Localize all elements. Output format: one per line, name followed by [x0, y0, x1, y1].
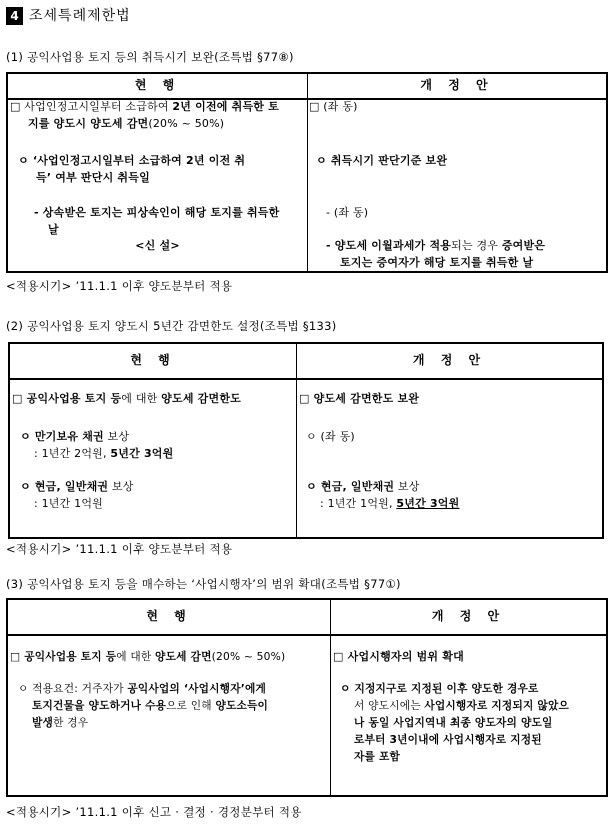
proposed-item-4: - 양도세 이월과세가 적용되는 경우 증여받은 토지는 증여자가 해당 토지를 취득한 날 [326, 239, 546, 269]
current-item-3: ㅇ 현금, 일반채권 보상 : 1년간 1억원 [20, 480, 134, 510]
current-item-2: ㅇ ‘사업인정고시일부터 소급하여 2년 이전 취 득’ 여부 판단시 취득일 [18, 154, 246, 184]
column-header-current: 현 행 [130, 353, 176, 367]
current-item-2: ㅇ 적용요건: 거주자가 공익사업의 ‘사업시행자’에게 토지건물을 양도하거나 수용으로 인해 양도소득이 발생한 경우 [18, 682, 269, 729]
column-divider [307, 74, 308, 271]
proposed-item-1: □ 사업시행자의 범위 확대 [333, 650, 464, 663]
column-header-current: 현 행 [146, 609, 192, 623]
current-item-3: - 상속받은 토지는 피상속인이 해당 토지를 취득한 날 [34, 206, 280, 236]
current-item-2: ㅇ 만기보유 채권 보상 : 1년간 2억원, 5년간 3억원 [20, 430, 174, 460]
section-1-effective-date: <적용시기> ’11.1.1 이후 양도분부터 적용 [6, 279, 233, 293]
column-header-proposed: 개 정 안 [420, 78, 494, 92]
proposed-item-3: ㅇ 현금, 일반채권 보상 : 1년간 1억원, 5년간 3억원 [306, 480, 460, 510]
section-1-table [6, 72, 608, 273]
proposed-item-2: ㅇ 취득시기 판단기준 보완 [316, 154, 448, 167]
table-header [10, 344, 602, 380]
current-item-4-new: <신 설> [135, 239, 180, 252]
section-3-table [6, 598, 608, 797]
table-header [8, 600, 606, 636]
column-divider [330, 600, 331, 795]
column-header-proposed: 개 정 안 [431, 609, 506, 623]
document-title: 조세특례제한법 [29, 8, 131, 24]
current-item-1: □ 공익사업용 토지 등에 대한 양도세 감면(20% ~ 50%) [10, 650, 286, 663]
section-2-effective-date: <적용시기> ’11.1.1 이후 양도분부터 적용 [6, 542, 233, 556]
section-2-heading: (2) 공익사업용 토지 양도시 5년간 감면한도 설정(조특법 §133) [6, 319, 337, 333]
column-divider [296, 344, 297, 537]
proposed-item-3: - (좌 동) [326, 206, 369, 219]
column-header-current: 현 행 [134, 78, 181, 92]
current-item-1: □ 사업인정고시일부터 소급하여 2년 이전에 취득한 토 지를 양도시 양도세 감면(20% ~ 50%) [10, 100, 279, 130]
section-2-table [8, 342, 604, 539]
column-header-proposed: 개 정 안 [412, 353, 487, 367]
section-number-badge: 4 [6, 7, 23, 25]
section-1-heading: (1) 공익사업용 토지 등의 취득시기 보완(조특법 §77⑧) [6, 50, 294, 64]
proposed-item-1: □ 양도세 감면한도 보완 [299, 392, 420, 405]
current-item-1: □ 공익사업용 토지 등에 대한 양도세 감면한도 [12, 392, 241, 405]
section-3-effective-date: <적용시기> ’11.1.1 이후 신고 · 결정 · 경정분부터 적용 [6, 805, 302, 819]
section-3-heading: (3) 공익사업용 토지 등을 매수하는 ‘사업시행자’의 범위 확대(조특법 §77①) [6, 577, 401, 591]
proposed-item-2: ㅇ (좌 동) [306, 430, 355, 443]
proposed-item-2: ㅇ 지정지구로 지정된 이후 양도한 경우로 서 양도시에는 사업시행자로 지정되지 않았으 나 동일 사업지역내 최종 양도자의 양도일 로부터 3년이내에 사업시행자로 지정된 자를 포함 [340, 682, 570, 763]
proposed-item-1: □ (좌 동) [309, 100, 358, 113]
